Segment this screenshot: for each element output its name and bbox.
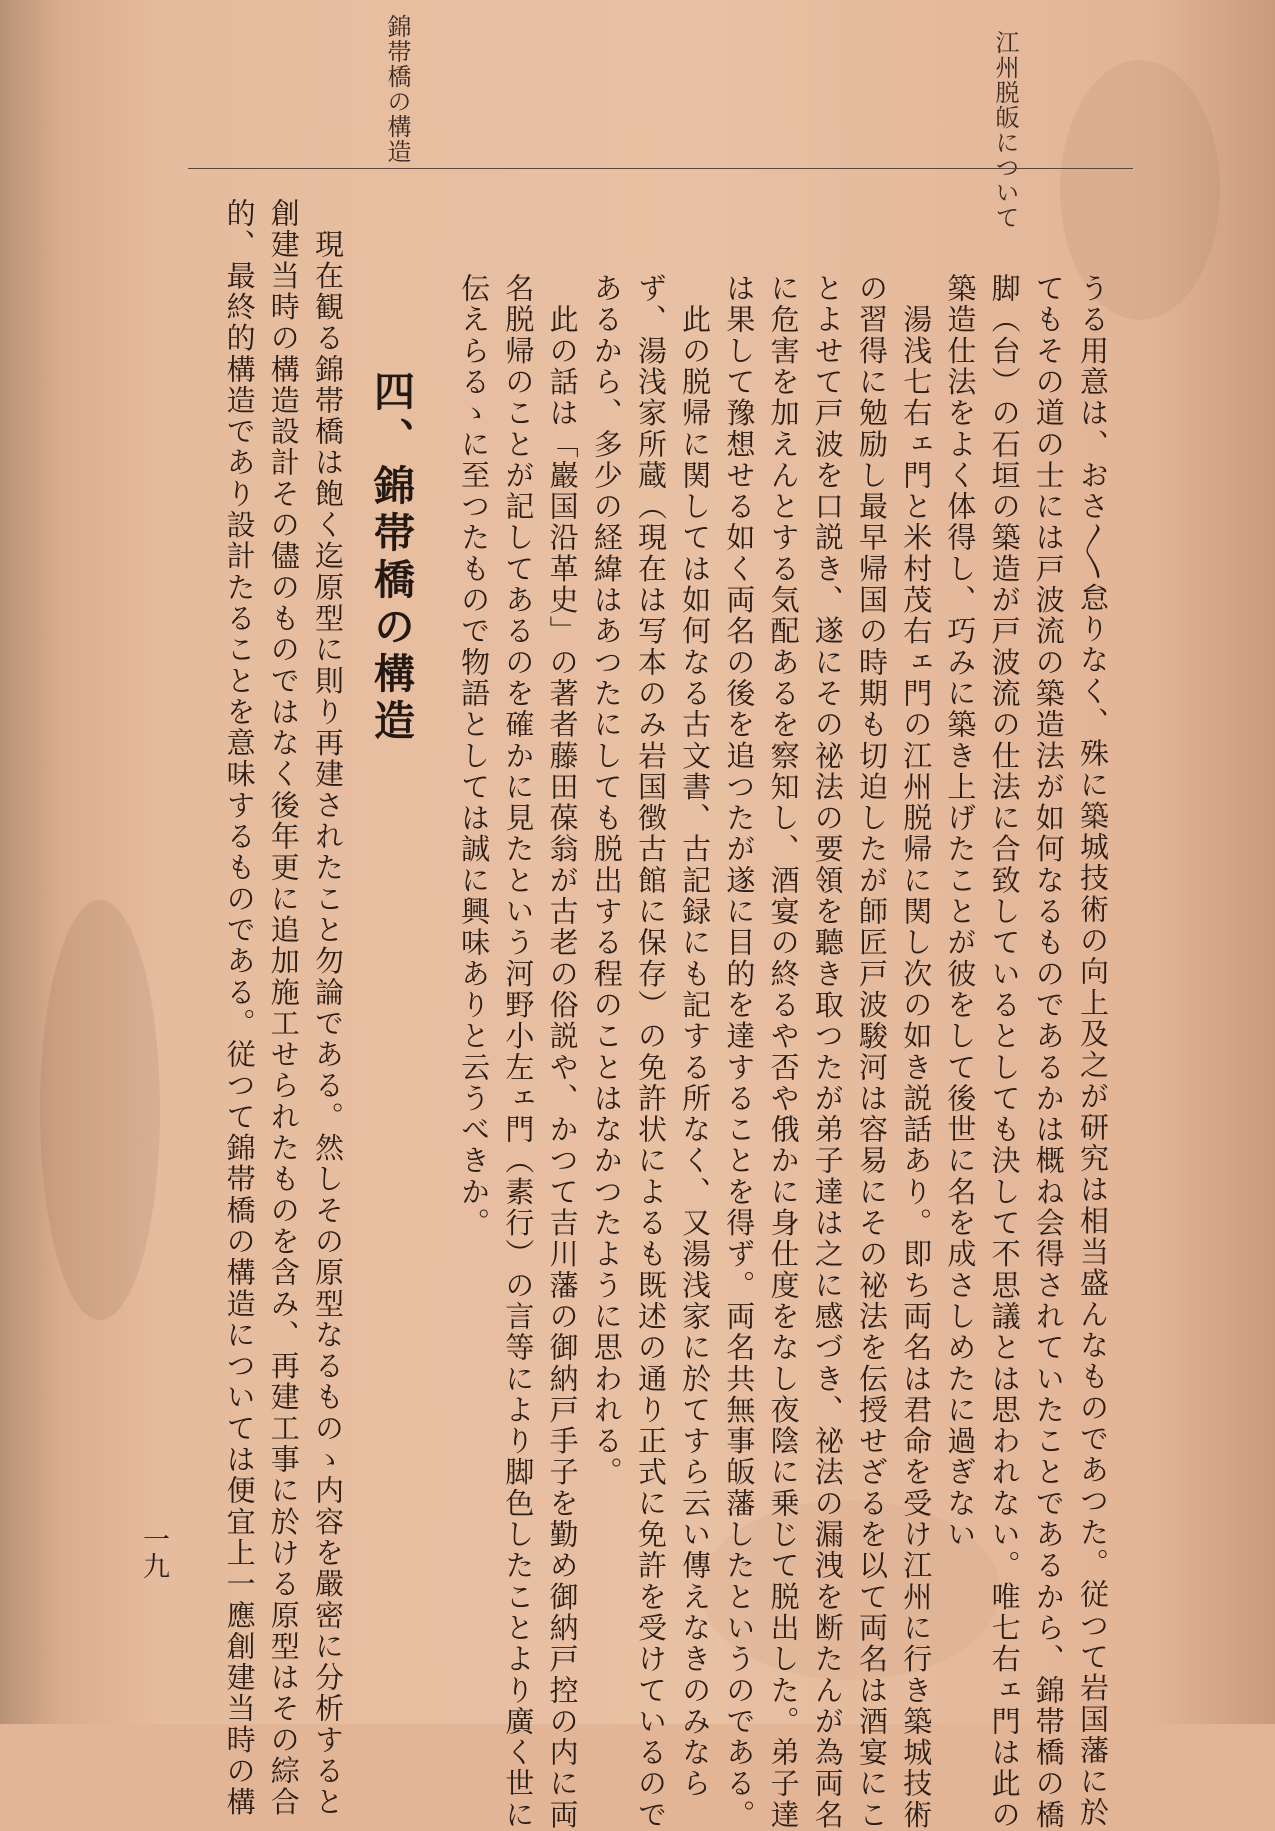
text-line: 伝えらるゝに至つたもので物語としては誠に興味ありと云うべきか。 <box>457 273 492 1239</box>
text-line: あるから、多少の経緯はあつたにしても脱出する程のことはなかつたように思われる。 <box>589 273 624 1488</box>
text-line: ず、湯浅家所蔵（現在は写本のみ岩国徴古館に保存）の免許状によるも既述の通り正式に免許を受けているので <box>633 273 668 1831</box>
text-line: 築造仕法をよく体得し、巧みに築き上げたことが彼をして後世に名を成さしめたに過ぎない <box>943 273 978 1551</box>
section-text-block <box>190 198 350 1818</box>
text-line: に危害を加えんとする気配あるを察知し、酒宴の終るや否や俄かに身仕度をなし夜陰に乗じて脱出した。弟子達 <box>766 273 801 1831</box>
text-line: 此の話は「巖国沿革史」の著者藤田葆翁が古老の俗説や、かつて吉川藩の御納戸手子を勤め御納戸控の内に両 <box>545 273 580 1831</box>
text-line: は果して豫想せる如く両名の後を追つたが遂に目的を達することを得ず。両名共無事皈藩したというのである。 <box>722 273 757 1831</box>
text-line: 湯浅七右ェ門と米村茂右ェ門の江州脱帰に関し次の如き説話あり。即ち両名は君命を受け江州に行き築城技術 <box>899 273 934 1831</box>
section-heading: 四、錦帯橋の構造 <box>367 370 415 746</box>
text-line: 創建当時の構造設計その儘のものではなく後年更に追加施工せられたものを含み、再建工事に於ける原型はその綜合 <box>266 198 301 1818</box>
text-line: 的、最終的構造であり設計たることを意味するものである。従つて錦帯橋の構造については便宜上一應創建当時の構 <box>222 198 257 1818</box>
running-head-chapter: 江州脱皈について <box>991 30 1019 230</box>
main-text-block <box>315 273 1115 1831</box>
header-rule <box>188 168 1133 169</box>
paper-stain <box>40 900 160 1320</box>
text-line: 現在観る錦帯橋は飽く迄原型に則り再建されたこと勿論である。然しその原型なるものゝ内容を嚴密に分析すると <box>311 198 345 1818</box>
text-line: の習得に勉励し最早帰国の時期も切迫したが師匠戸波駿河は容易にその祕法を伝授せざるを以て両名は酒宴にこ <box>854 273 889 1831</box>
text-line: うる用意は、おさ〳〵怠りなく、殊に築城技術の向上及之が研究は相当盛んなものであつた。従つて岩国藩に於 <box>1076 273 1110 1829</box>
text-line: 脚（台）の石垣の築造が戸波流の仕法に合致しているとしても決して不思議とは思われない。唯七右ェ門は此の <box>987 273 1022 1831</box>
text-line: てもその道の士には戸波流の築造法が如何なるものであるかは概ね会得されていたことであるから、錦帯橋の橋 <box>1031 273 1066 1831</box>
text-line: 名脱帰のことが記してあるのを確かに見たという河野小左ェ門（素行）の言等により脚色したことより廣く世に <box>501 273 536 1831</box>
page-number: 一九 <box>138 1525 169 1579</box>
text-line: 此の脱帰に関しては如何なる古文書、古記録にも記する所なく、又湯浅家に於てすら云い傳えなきのみなら <box>678 273 713 1800</box>
text-line: とよせて戸波を口説き、遂にその祕法の要領を聽き取つたが弟子達は之に感づき、祕法の漏洩を断たんが為両名 <box>810 273 845 1831</box>
running-head-section: 錦帯橋の構造 <box>383 14 411 164</box>
